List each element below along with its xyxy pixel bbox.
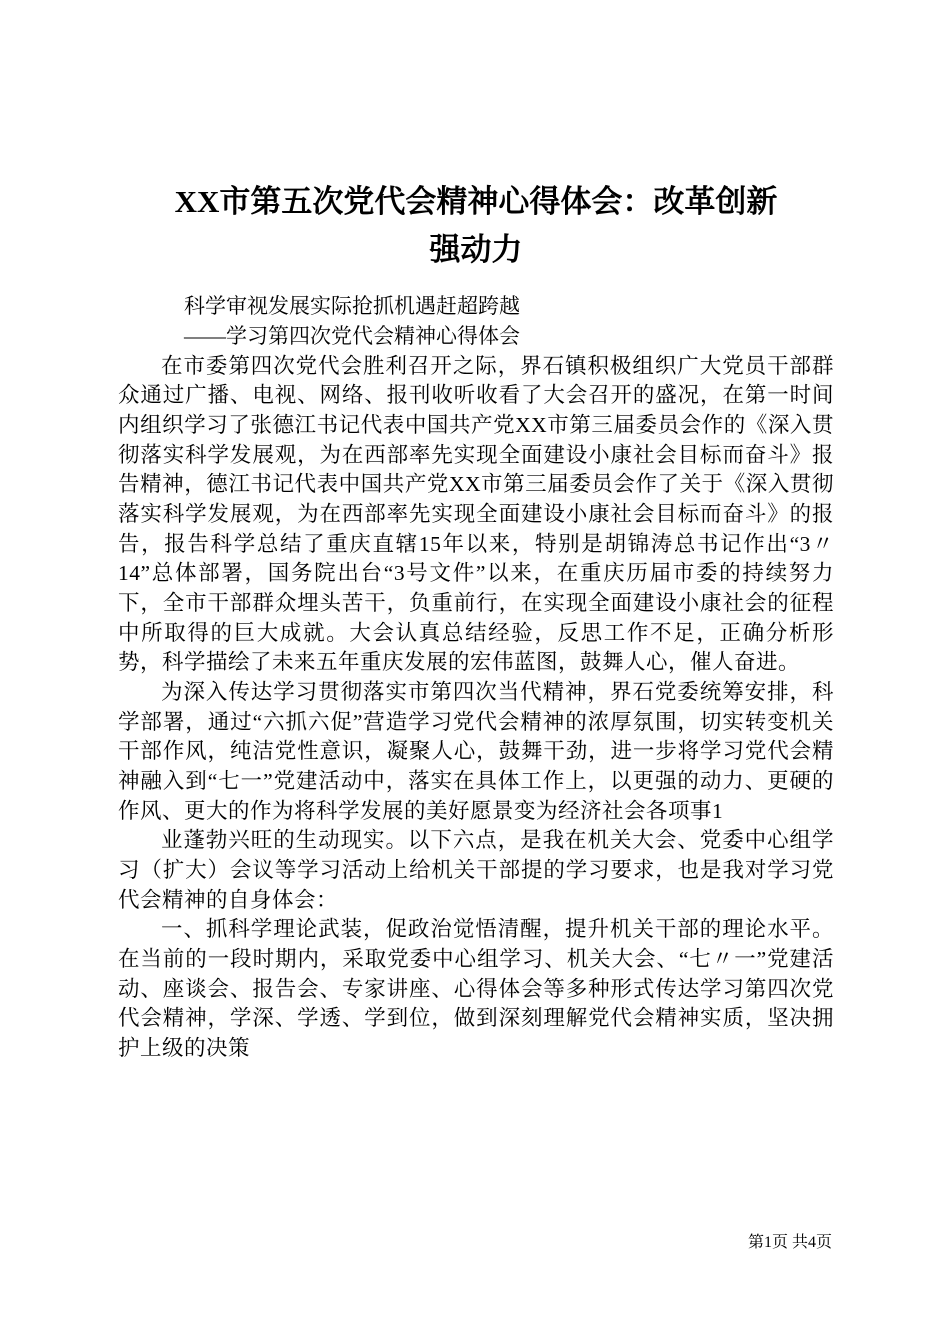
paragraph-3: 业蓬勃兴旺的生动现实。以下六点，是我在机关大会、党委中心组学习（扩大）会议等学习活动上给机关干部提的学习要求，也是我对学习党代会精神的自身体会： (118, 828, 834, 912)
document-title-line-2: 强动力 (429, 232, 523, 268)
document-title (118, 178, 834, 274)
page-number: 第1页 共4页 (747, 1234, 832, 1251)
subtitle-line-2: ——学习第四次党代会精神心得体会 (184, 323, 520, 348)
paragraph-1: 在市委第四次党代会胜利召开之际，界石镇积极组织广大党员干部群众通过广播、电视、网络、报刊收听收看了大会召开的盛况，在第一时间内组织学习了张德江书记代表中国共产党XX市第三届委员会作的《深入贯彻落实科学发展观，为在西部率先实现全面建设小康社会目标而奋斗》报告精神，德江书记代表中国共产党XX市第三届委员会作了关于《深入贯彻落实科学发展观，为在西部率先实现全面建设小康社会目标而奋斗》的报告，报告科学总结了重庆直辖15年以来，特别是胡锦涛总书记作出“3〃14”总体部署，国务院出台“3号文件”以来，在重庆历届市委的持续努力下，全市干部群众埋头苦干，负重前行，在实现全面建设小康社会的征程中所取得的巨大成就。大会认真总结经验，反思工作不足，正确分析形势，科学描绘了未来五年重庆发展的宏伟蓝图，鼓舞人心，催人奋进。 (118, 353, 834, 675)
subtitle-line-1: 科学审视发展实际抢抓机遇赶超跨越 (184, 294, 520, 319)
page-footer (748, 1229, 832, 1252)
paragraph-4: 一、抓科学理论武装，促政治觉悟清醒，提升机关干部的理论水平。在当前的一段时期内，采取党委中心组学习、机关大会、“七〃一”党建活动、座谈会、报告会、专家讲座、心得体会等多种形式传达学习第四次党代会精神，学深、学透、学到位，做到深刻理解党代会精神实质，坚决拥护上级的决策 (118, 917, 834, 1060)
document-body (118, 352, 834, 1064)
paragraph-2: 为深入传达学习贯彻落实市第四次当代精神，界石党委统筹安排，科学部署，通过“六抓六促”营造学习党代会精神的浓厚氛围，切实转变机关干部作风，纯洁党性意识，凝聚人心，鼓舞干劲，进一步将学习党代会精神融入到“七一”党建活动中，落实在具体工作上，以更强的动力、更硬的作风、更大的作为将科学发展的美好愿景变为经济社会各项事1 (118, 679, 834, 823)
document-title-line-1: XX市第五次党代会精神心得体会：改革创新 (174, 184, 778, 219)
document-content (118, 178, 834, 1063)
